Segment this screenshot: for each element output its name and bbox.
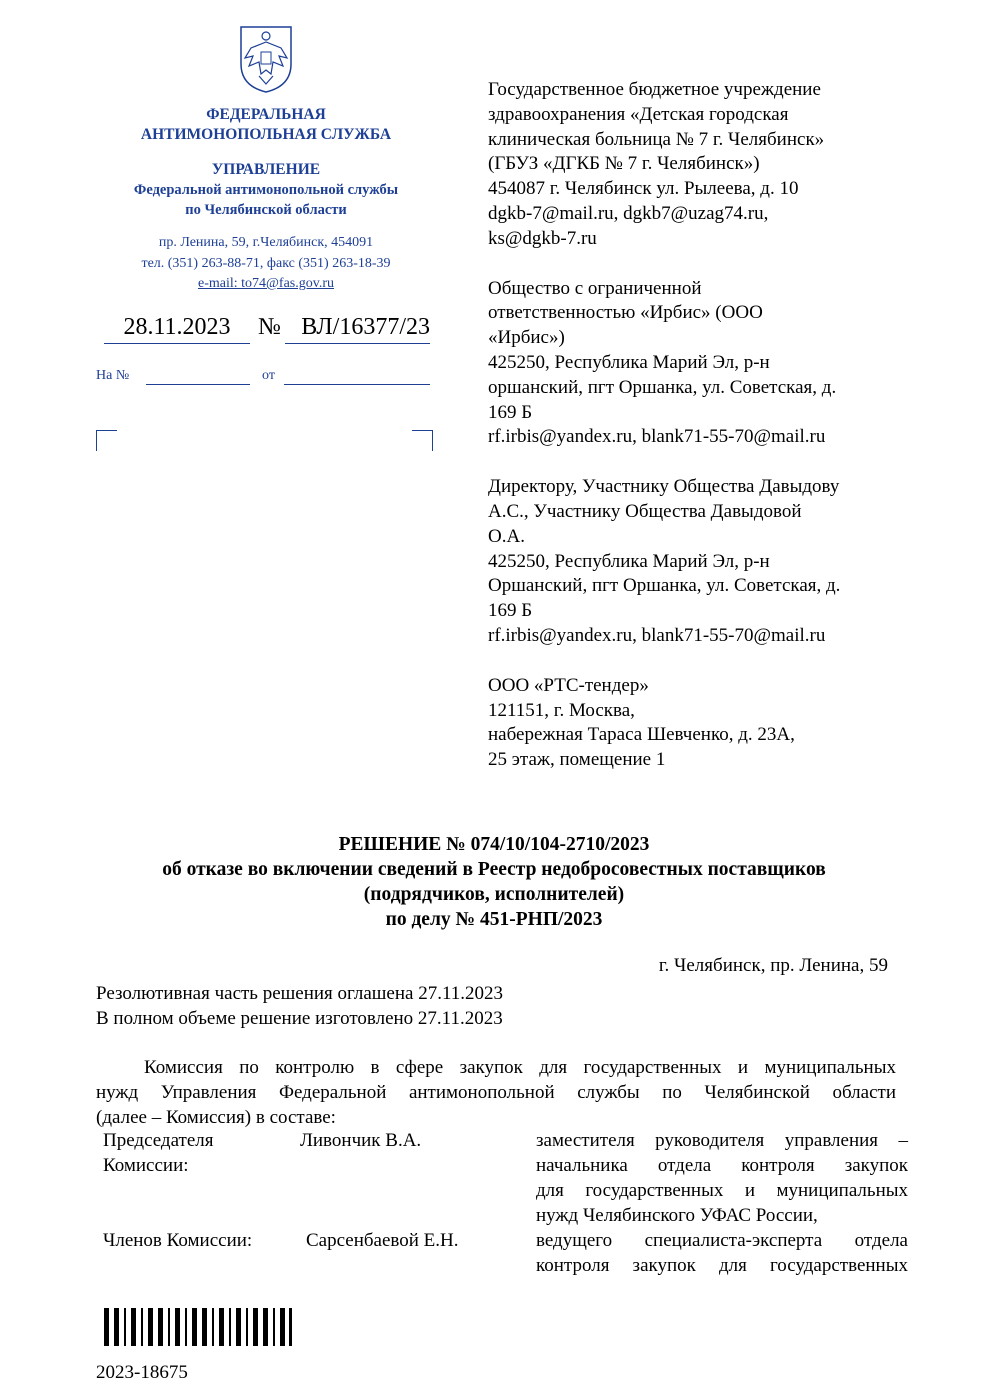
barcode-number: 2023-18675 <box>96 1362 188 1383</box>
org-email-link[interactable]: e-mail: to74@fas.gov.ru <box>197 276 334 291</box>
decision-title: РЕШЕНИЕ № 074/10/104-2710/2023 об отказе во включении сведений в Реестр недобросовестных поставщиков (подрядчиков, исполнителей) по делу № 451-РНП/2023 <box>162 834 826 930</box>
recipient-hospital: Государственное бюджетное учреждение здравоохранения «Детская городская клиническая больница № 7 г. Челябинск» (ГБУЗ «ДГКБ № 7 г. Челябинск») 454087 г. Челябинск ул. Рылеева, д. 10 dgkb-7@mail.ru, dgkb7@uzag74.ru, ks@dgkb-7.ru <box>488 79 825 249</box>
org-phone: тел. (351) 263-88-71, факс (351) 263-18-39 <box>141 256 391 271</box>
recipients-block <box>488 78 908 798</box>
recipient-company: Общество с ограниченной ответственностью «Ирбис» (ООО «Ирбис») 425250, Республика Марий Эл, р-н оршанский, пгт Оршанка, ул. Советская, д. 169 Б rf.irbis@yandex.ru, blank71-55-70@mail.ru <box>488 277 837 448</box>
number-sign: № <box>258 314 281 340</box>
barcode <box>104 1308 292 1346</box>
address-corner-left <box>96 430 117 451</box>
dept-title: УПРАВЛЕНИЕ <box>211 161 321 178</box>
member-role: Членов Комиссии: <box>103 1230 253 1251</box>
member-role: Председателя Комиссии: <box>103 1130 214 1176</box>
member-name: Ливончик В.А. <box>300 1130 422 1151</box>
russian-coat-of-arms-icon <box>233 24 299 94</box>
dept-subtitle: Федеральной антимонопольной службы по Челябинской области <box>133 182 399 218</box>
recipient-operator: ООО «РТС-тендер» 121151, г. Москва, набережная Тараса Шевченко, д. 23А, 25 этаж, помещение 1 <box>488 674 795 771</box>
member-name: Сарсенбаевой Е.Н. <box>306 1230 459 1251</box>
intro-paragraph: Комиссия по контролю в сфере закупок для государственных и муниципальных нужд Управления Федеральной антимонопольной службы по Челябинской области (далее – Комиссия) в составе: <box>96 1057 896 1128</box>
reference-date-field <box>284 384 430 385</box>
registration-number: ВЛ/16377/23 <box>285 314 430 344</box>
made-date-line: В полном объеме решение изготовлено 27.11.2023 <box>96 1007 503 1029</box>
announced-date-line: Резолютивная часть решения оглашена 27.11.2023 <box>96 983 503 1004</box>
org-name: ФЕДЕРАЛЬНАЯ АНТИМОНОПОЛЬНАЯ СЛУЖБА <box>140 106 392 143</box>
recipient-director: Директору, Участнику Общества Давыдову А.С., Участнику Общества Давыдовой О.А. 425250, Республика Марий Эл, р-н Оршанский, пгт Оршанка, ул. Советская, д. 169 Б rf.irbis@yandex.ru, blank71-55-70@mail.ru <box>488 476 841 646</box>
decision-place: г. Челябинск, пр. Ленина, 59 <box>658 955 888 976</box>
registration-date: 28.11.2023 <box>104 314 250 344</box>
member-position: заместителя руководителя управления – начальника отдела контроля закупок для государственных и муниципальных нужд Челябинского УФАС России, <box>536 1130 908 1226</box>
decision-dates <box>96 982 503 1031</box>
reference-number-field <box>146 384 250 385</box>
org-address: пр. Ленина, 59, г.Челябинск, 454091 <box>158 235 374 250</box>
member-position: ведущего специалиста-эксперта отдела контроля закупок для государственных <box>536 1230 908 1276</box>
address-corner-right <box>412 430 433 451</box>
reference-date-label: от <box>262 368 275 383</box>
reference-number-label: На № <box>96 368 130 383</box>
